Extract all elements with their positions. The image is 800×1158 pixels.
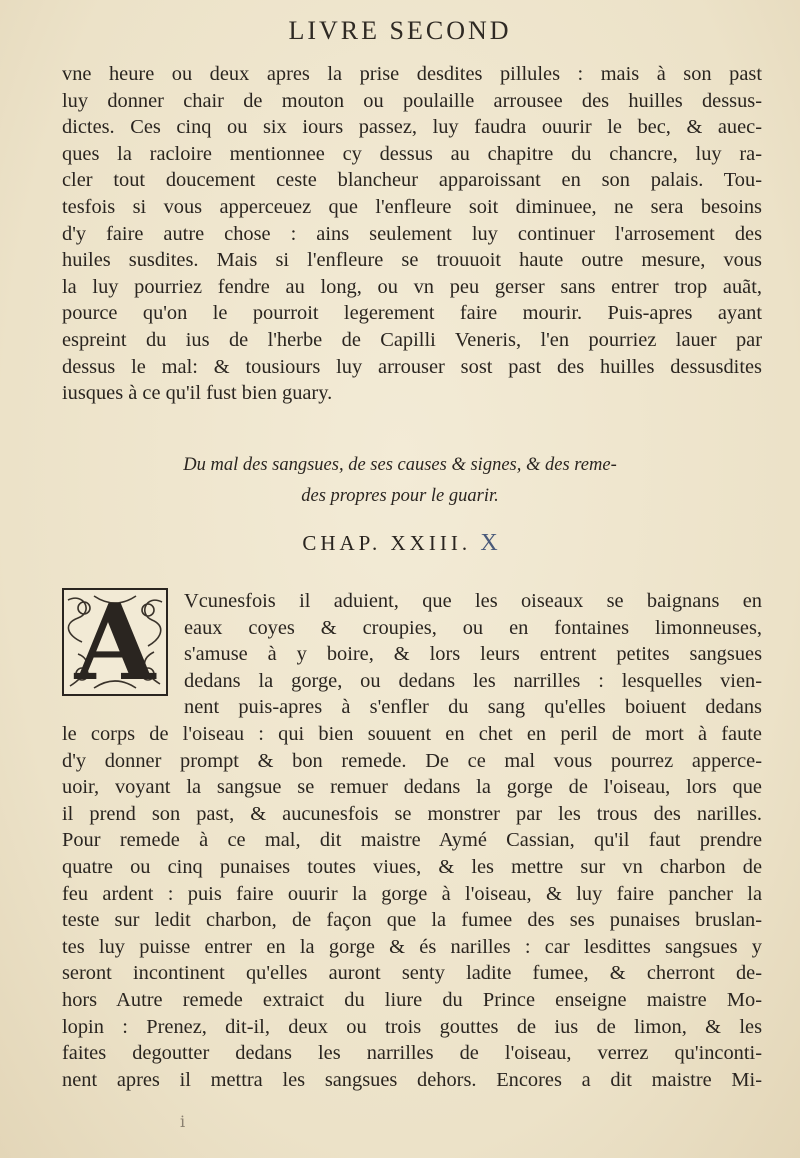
text-line: dessus le mal: & tousiours luy arrouser sost past des huilles dessusdites xyxy=(62,355,762,378)
text-line: vne heure ou deux apres la prise desdites pillules : mais à son past xyxy=(62,63,762,85)
text-line: faites degoutter dedans les narrilles de l'oiseau, verrez qu'inconti- xyxy=(62,1042,762,1065)
text-line: cler tout doucement ceste blancheur apparoissant en son palais. Tou- xyxy=(62,169,762,192)
text-line: eaux coyes & croupies, ou en fontaines limonneuses, xyxy=(184,616,762,639)
chapter-number: XXIII. xyxy=(390,531,472,555)
text-line: luy donner chair de mouton ou poulaille arrousee des huilles dessus- xyxy=(62,89,762,112)
text-line: d'y faire autre chose : ains seulement luy continuer l'arrosement des xyxy=(62,222,762,245)
text-line: pource qu'on le pourroit legerement faire mourir. Puis-apres ayant xyxy=(62,302,762,325)
text-line: seront incontinent qu'elles auront senty ladite fumee, & cherront de- xyxy=(62,962,762,985)
text-line: uoir, voyant la sangsue se remuer dedans la gorge de l'oiseau, lors que xyxy=(62,776,762,799)
text-line: hors Autre remede extraict du liure du Prince enseigne maistre Mo- xyxy=(62,988,762,1011)
text-line: Vcunesfois il aduient, que les oiseaux se baignans en xyxy=(184,590,762,612)
paragraph-1 xyxy=(62,61,762,407)
subheading-line: Du mal des sangsues, de ses causes & signes, & des reme- xyxy=(183,455,617,475)
chapter-label: CHAP. xyxy=(302,531,382,555)
text-line: Pour remede à ce mal, dit maistre Aymé Cassian, qu'il faut prendre xyxy=(62,829,762,852)
text-line: tesfois si vous apperceuez que l'enfleure soit diminuee, ne sera besoins xyxy=(62,195,762,218)
text-line: teste sur ledit charbon, de façon que la fumee des ses punaises bruslan- xyxy=(62,909,762,932)
text-line: le corps de l'oiseau : qui bien souuent en chet en peril de mort à faute xyxy=(62,723,762,745)
text-line: huiles susdites. Mais si l'enfleure se trouuoit haute outre mesure, vous xyxy=(62,249,762,272)
chapter-heading xyxy=(0,530,800,557)
text-line: feu ardent : puis faire ouurir la gorge à l'oiseau, & luy faire pancher la xyxy=(62,882,762,905)
paragraph-2 xyxy=(62,721,762,1093)
text-line: ques la racloire mentionnee cy dessus au chapitre du chancre, luy ra- xyxy=(62,142,762,165)
text-line: s'amuse à y boire, & lors leurs entrent petites sangsues xyxy=(184,643,762,666)
running-head: LIVRE SECOND xyxy=(288,16,512,45)
text-line: quatre ou cinq punaises toutes viues, & les mettre sur vn charbon de xyxy=(62,855,762,878)
text-line: il prend son past, & aucunesfois se monstrer par les trous des narilles. xyxy=(62,802,762,825)
text-line: lopin : Prenez, dit-il, deux ou trois gouttes de ius de limon, & les xyxy=(62,1015,762,1038)
text-line: la luy pourriez fendre au long, ou vn peu gerser sans entrer trop auãt, xyxy=(62,275,762,298)
text-line: iusques à ce qu'il fust bien guary. xyxy=(62,382,333,405)
drop-cap-letter: A xyxy=(74,588,156,696)
text-line: dedans la gorge, ou dedans les narrilles : lesquelles vien- xyxy=(184,669,762,692)
text-line: tes luy puisse entrer en la gorge & és narilles : car lesdittes sangsues y xyxy=(62,935,762,958)
text-line: d'y donner prompt & bon remede. De ce mal vous pourrez apperce- xyxy=(62,749,762,772)
paragraph-2-beside-initial xyxy=(184,588,762,721)
folio-mark: i xyxy=(180,1112,186,1131)
handwritten-mark: X xyxy=(480,530,498,556)
text-line: espreint du ius de l'herbe de Capilli Veneris, l'en pourriez lauer par xyxy=(62,328,762,351)
text-line: nent puis-apres à s'enfler du sang qu'elles boiuent dedans xyxy=(184,696,762,719)
text-line: nent apres il mettra les sangsues dehors. Encores a dit maistre Mi- xyxy=(62,1068,762,1091)
text-line: dictes. Ces cinq ou six iours passez, luy faudra ouurir le bec, & auec- xyxy=(62,116,762,139)
chapter-subheading xyxy=(0,450,800,512)
ornamental-initial xyxy=(62,588,168,696)
subheading-line: des propres pour le guarir. xyxy=(301,486,499,506)
